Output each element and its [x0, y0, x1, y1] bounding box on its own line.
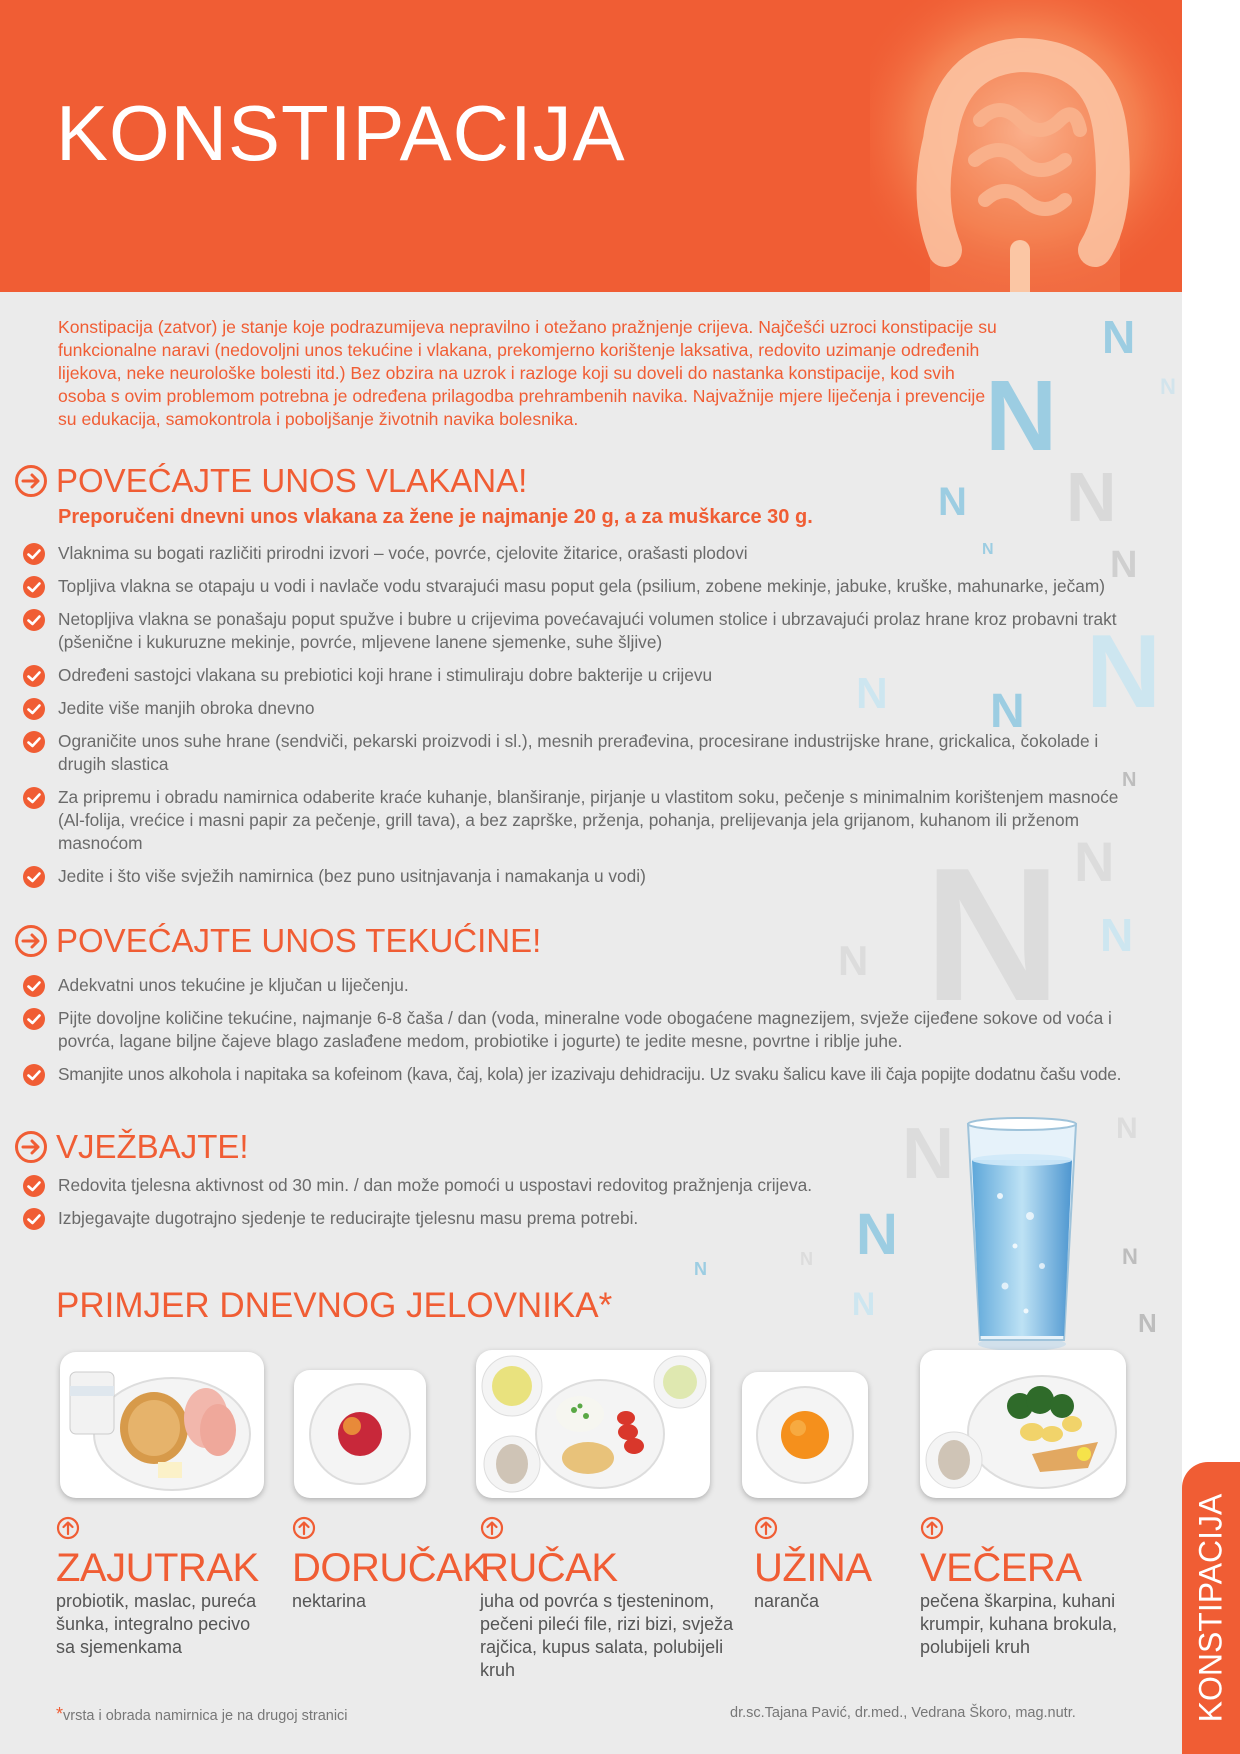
- check-circle-icon: [22, 730, 46, 754]
- side-tab-label: KONSTIPACIJA: [1192, 1493, 1229, 1723]
- check-circle-icon: [22, 786, 46, 810]
- decor-letter: N: [800, 1249, 813, 1269]
- lunch-tray-image: [476, 1350, 710, 1498]
- decor-letter: N: [985, 360, 1058, 472]
- page-title: KONSTIPACIJA: [56, 89, 626, 177]
- meal-name: RUČAK: [480, 1546, 618, 1590]
- check-circle-icon: [22, 664, 46, 688]
- meal-description: juha od povrća s tjesteninom, pečeni pileći file, rizi bizi, svježa rajčica, kupus salata, polubijeli kruh: [480, 1591, 734, 1680]
- orange-plate-image: [742, 1372, 868, 1498]
- meal-dinner: [920, 1516, 1150, 1659]
- bullet-text: Redovita tjelesna aktivnost od 30 min. / dan može pomoći u uspostavi redovitog pražnjenja crijeva.: [58, 1175, 813, 1195]
- list-item: [22, 697, 1132, 720]
- check-circle-icon: [22, 608, 46, 632]
- intestine-illustration: [870, 0, 1182, 292]
- meal-snack-morning: [292, 1516, 489, 1613]
- water-glass-illustration: [960, 1116, 1084, 1352]
- section-title: POVEĆAJTE UNOS VLAKANA!: [56, 462, 528, 499]
- header-banner: [0, 0, 1182, 292]
- arrow-up-circle-icon: [292, 1516, 316, 1540]
- check-circle-icon: [22, 542, 46, 566]
- check-circle-icon: [22, 575, 46, 599]
- check-circle-icon: [22, 697, 46, 721]
- decor-letter: N: [1100, 909, 1134, 961]
- decor-letter: N: [902, 1114, 954, 1194]
- decor-letter: N: [856, 1202, 898, 1267]
- decor-letter: N: [856, 669, 888, 718]
- meal-name: DORUČAK: [292, 1546, 489, 1590]
- nectarine-plate-image: [294, 1370, 426, 1498]
- exercise-bullet-list: [22, 1174, 882, 1230]
- check-circle-icon: [22, 1063, 46, 1087]
- bullet-text: Jedite više manjih obroka dnevno: [58, 698, 315, 718]
- list-item: [22, 664, 1132, 687]
- bullet-text: Za pripremu i obradu namirnica odaberite kraće kuhanje, blanširanje, pirjanje u vlastitom soku, pečenje s minimalnim korištenjem masnoće (Al-folija, vrećice i masni papir za pečenje, grill tava), a bez zaprške, prženja, pohanja, prelijevanja jela grijanom, kuhanom ili prženom masnoćom: [58, 787, 1119, 853]
- section-fiber-heading: [14, 462, 527, 500]
- breakfast-plate-image: [60, 1352, 264, 1498]
- section-exercise-heading: [14, 1128, 249, 1166]
- bullet-text: Jedite i što više svježih namirnica (bez puno usitnjavanja i namakanja u vodi): [58, 866, 646, 886]
- list-item: [22, 542, 1132, 565]
- list-item: [22, 1174, 882, 1197]
- decor-letter: N: [838, 937, 869, 984]
- footnote: [56, 1704, 348, 1725]
- arrow-up-circle-icon: [754, 1516, 778, 1540]
- section-title: POVEĆAJTE UNOS TEKUĆINE!: [56, 922, 542, 959]
- meal-description: probiotik, maslac, pureća šunka, integralno pecivo sa sjemenkama: [56, 1591, 257, 1657]
- arrow-up-circle-icon: [480, 1516, 504, 1540]
- bullet-text: Netopljiva vlakna se ponašaju poput spužve i bubre u crijevima povećavajući volumen stolice i ubrzavajući prolaz hrane kroz probavni trakt (pšenične i kukuruzne mekinje, povrće, mljevene lanene sjemenke, suhe šljive): [58, 609, 1117, 652]
- check-circle-icon: [22, 865, 46, 889]
- decor-letter: N: [938, 480, 967, 524]
- decor-letter: N: [1110, 544, 1138, 586]
- bullet-text: Izbjegavajte dugotrajno sjedenje te reducirajte tjelesnu masu prema potrebi.: [58, 1208, 639, 1228]
- meal-description: nektarina: [292, 1591, 367, 1611]
- decor-letter: N: [1066, 458, 1117, 536]
- decor-letter: N: [990, 685, 1025, 738]
- list-item: [22, 1063, 1132, 1086]
- arrow-up-circle-icon: [920, 1516, 944, 1540]
- meal-description: naranča: [754, 1591, 820, 1611]
- list-item: [22, 575, 1132, 598]
- arrow-circle-icon: [14, 1130, 48, 1164]
- arrow-circle-icon: [14, 924, 48, 958]
- bullet-text: Određeni sastojci vlakana su prebiotici koji hrane i stimuliraju dobre bakterije u crijevu: [58, 665, 713, 685]
- decor-letter: N: [1138, 1308, 1157, 1338]
- decor-letter: N: [1102, 311, 1136, 363]
- bullet-text: Vlaknima su bogati različiti prirodni izvori – voće, povrće, cjelovite žitarice, orašasti plodovi: [58, 543, 748, 563]
- list-item: [22, 608, 1132, 654]
- footnote-star: *: [56, 1704, 64, 1724]
- footnote-text: vrsta i obrada namirnica je na drugoj stranici: [63, 1708, 348, 1724]
- bullet-text: Ograničite unos suhe hrane (sendviči, pekarski proizvodi i sl.), mesnih prerađevina, procesirane industrijske hrane, grickalica, čokolade i drugih slastica: [58, 731, 1099, 774]
- author-credits: dr.sc.Tajana Pavić, dr.med., Vedrana Škoro, mag.nutr.: [730, 1705, 1076, 1721]
- meal-lunch: [480, 1516, 740, 1682]
- fluids-bullet-list: [22, 974, 1132, 1086]
- dinner-plate-image: [920, 1350, 1126, 1498]
- section-title: VJEŽBAJTE!: [56, 1128, 249, 1165]
- fiber-bullet-list: [22, 542, 1132, 893]
- bullet-text: Adekvatni unos tekućine je ključan u liječenju.: [58, 975, 409, 995]
- decor-letter: N: [924, 829, 1062, 1041]
- intro-paragraph: Konstipacija (zatvor) je stanje koje podrazumijeva nepravilno i otežano pražnjenje crijeva. Najčešći uzroci konstipacije su funkcionalne naravi (nedovoljni unos tekućine i vlakana, prekomjerno korištenje laksativa, redovito uzimanje određenih lijekova, neke neurološke bolesti itd.) Bez obzira na uzrok i razloge koji su doveli do nastanka konstipacije, kod svih osoba s ovim problemom potrebna je određena prilagodba prehrambenih navika. Najvažnije mjere liječenja i prevencije su edukacija, samokontrola i poboljšanje životnih navika bolesnika.: [58, 317, 997, 429]
- decor-letter: N: [852, 1286, 876, 1322]
- decor-letter: N: [1122, 1244, 1138, 1269]
- list-item: [22, 974, 1132, 997]
- decor-letter: N: [1116, 1112, 1138, 1145]
- section-fluids-heading: [14, 922, 541, 960]
- bullet-text: Pijte dovoljne količine tekućine, najmanje 6-8 čaša / dan (voda, mineralne vode obogaćene magnezijem, svježe cijeđene sokove od voća i povrća, lagane biljne čajeve blago zaslađene medom, probiotike i jogurte) te jedite mesne, povrtne i riblje juhe.: [58, 1008, 1112, 1051]
- decor-letter: N: [982, 541, 994, 558]
- decor-letter: N: [1086, 614, 1162, 730]
- list-item: [22, 1007, 1132, 1053]
- list-item: [22, 730, 1132, 776]
- arrow-up-circle-icon: [56, 1516, 80, 1540]
- meal-breakfast: [56, 1516, 262, 1659]
- check-circle-icon: [22, 1207, 46, 1231]
- decor-letter: N: [1160, 374, 1176, 399]
- meal-name: VEČERA: [920, 1546, 1082, 1590]
- menu-title: PRIMJER DNEVNOG JELOVNIKA*: [56, 1286, 613, 1325]
- list-item: [22, 865, 1132, 888]
- meal-name: ZAJUTRAK: [56, 1546, 259, 1590]
- meal-snack-afternoon: [754, 1516, 904, 1613]
- bullet-text: Smanjite unos alkohola i napitaka sa kofeinom (kava, čaj, kola) jer izazivaju dehidraciju. Uz svaku šalicu kave ili čaja popijte dodatnu čašu vode.: [58, 1064, 1122, 1084]
- decor-letter: N: [1074, 830, 1115, 893]
- side-tab: [1182, 1462, 1240, 1754]
- fiber-recommendation: Preporučeni dnevni unos vlakana za žene je najmanje 20 g, a za muškarce 30 g.: [58, 506, 813, 528]
- decor-letter: N: [694, 1259, 707, 1279]
- check-circle-icon: [22, 1174, 46, 1198]
- check-circle-icon: [22, 974, 46, 998]
- decor-letter: N: [1122, 769, 1137, 791]
- list-item: [22, 786, 1132, 855]
- check-circle-icon: [22, 1007, 46, 1031]
- meal-name: UŽINA: [754, 1546, 872, 1590]
- bullet-text: Topljiva vlakna se otapaju u vodi i navlače vodu stvarajući masu poput gela (psilium, zobene mekinje, jabuke, kruške, mahunarke, ječam): [58, 576, 1106, 596]
- list-item: [22, 1207, 882, 1230]
- arrow-circle-icon: [14, 464, 48, 498]
- meal-description: pečena škarpina, kuhani krumpir, kuhana brokula, polubijeli kruh: [920, 1591, 1118, 1657]
